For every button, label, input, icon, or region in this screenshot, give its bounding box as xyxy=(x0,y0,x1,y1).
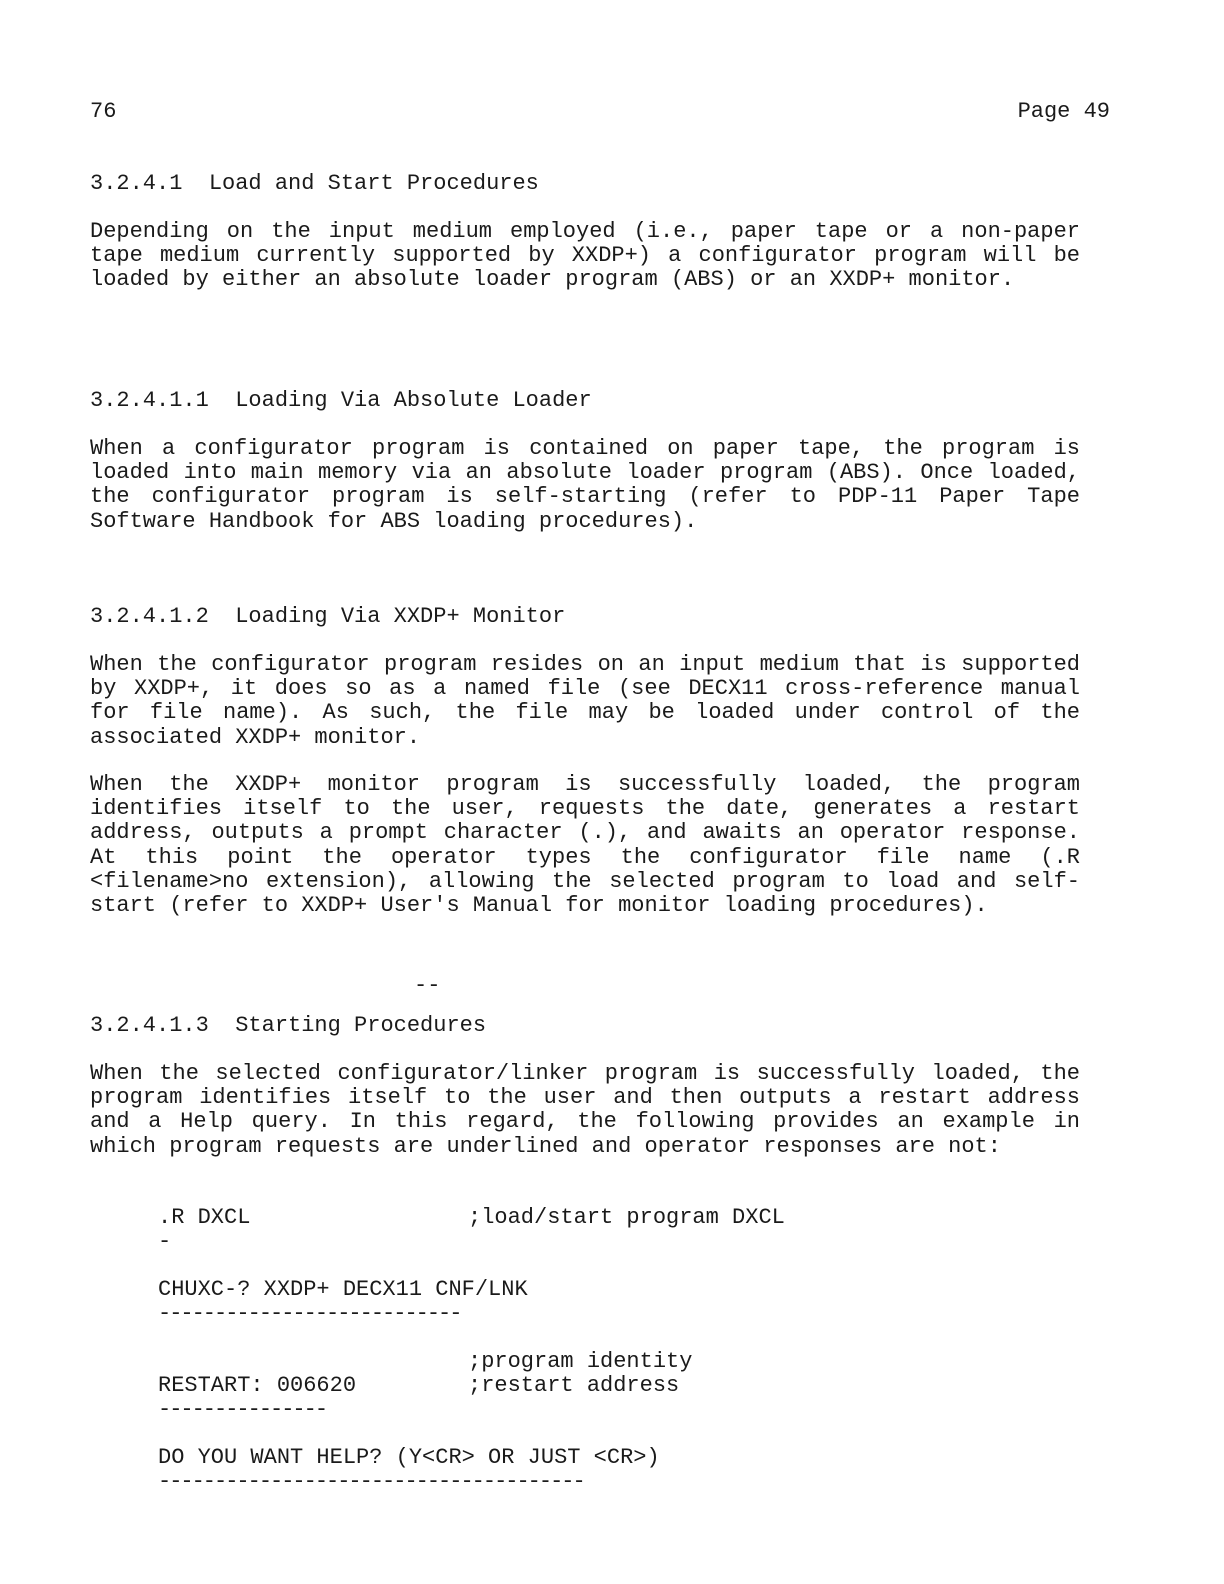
section-paragraph: Depending on the input medium employed (i.e., paper tape or a non-paper tape medium currently supported by XXDP+) a configurator program will be loaded by either an absolute loader program (ABS) or an XXDP+ monitor. xyxy=(90,219,1080,293)
section-paragraph: When the XXDP+ monitor program is successfully loaded, the program identifies itself to the user, requests the date, generates a restart address, outputs a prompt character (.), and awaits an operator response. At this point the operator types the configurator file name (.R <filename>no extension), allowing the selected program to load and self-start (refer to XXDP+ User's Manual for monitor loading procedures). xyxy=(90,772,1080,919)
example-command: .R DXCL xyxy=(158,1205,251,1230)
section-paragraph: When the selected configurator/linker program is successfully loaded, the program identifies itself to the user and then outputs a restart address and a Help query. In this regard, the following provides an example in which program requests are underlined and operator responses are not: xyxy=(90,1061,1080,1159)
example-underline: - xyxy=(158,1229,172,1254)
section-paragraph: When a configurator program is contained on paper tape, the program is loaded into main memory via an absolute loader program (ABS). Once loaded, the configurator program is self-starting (refer to PDP-11 Paper Tape Software Handbook for ABS loading procedures). xyxy=(90,436,1080,534)
section-heading-3-2-4-1-3: 3.2.4.1.3 Starting Procedures xyxy=(90,1013,487,1038)
section-heading-3-2-4-1: 3.2.4.1 Load and Start Procedures xyxy=(90,171,539,196)
section-heading-3-2-4-1-1: 3.2.4.1.1 Loading Via Absolute Loader xyxy=(90,388,592,413)
example-underline: --------------------------- xyxy=(158,1301,461,1326)
example-comment: ;restart address xyxy=(468,1373,680,1398)
example-underline: -------------------------------------- xyxy=(158,1469,584,1494)
example-comment: ;program identity xyxy=(468,1349,693,1374)
example-restart-address: RESTART: 006620 xyxy=(158,1373,357,1398)
example-program-identity: CHUXC-? XXDP+ DECX11 CNF/LNK xyxy=(158,1277,528,1302)
section-heading-3-2-4-1-2: 3.2.4.1.2 Loading Via XXDP+ Monitor xyxy=(90,604,566,629)
section-paragraph: When the configurator program resides on an input medium that is supported by XXDP+, it does so as a named file (see DECX11 cross-reference manual for file name). As such, the file may be loaded under control of the associated XXDP+ monitor. xyxy=(90,652,1080,750)
example-help-query: DO YOU WANT HELP? (Y<CR> OR JUST <CR>) xyxy=(158,1445,660,1470)
page-number-right: Page 49 xyxy=(1017,99,1110,124)
page-number-left: 76 xyxy=(90,99,117,124)
example-underline: --------------- xyxy=(158,1397,327,1422)
stray-mark: -- xyxy=(414,973,441,998)
example-comment: ;load/start program DXCL xyxy=(468,1205,785,1230)
